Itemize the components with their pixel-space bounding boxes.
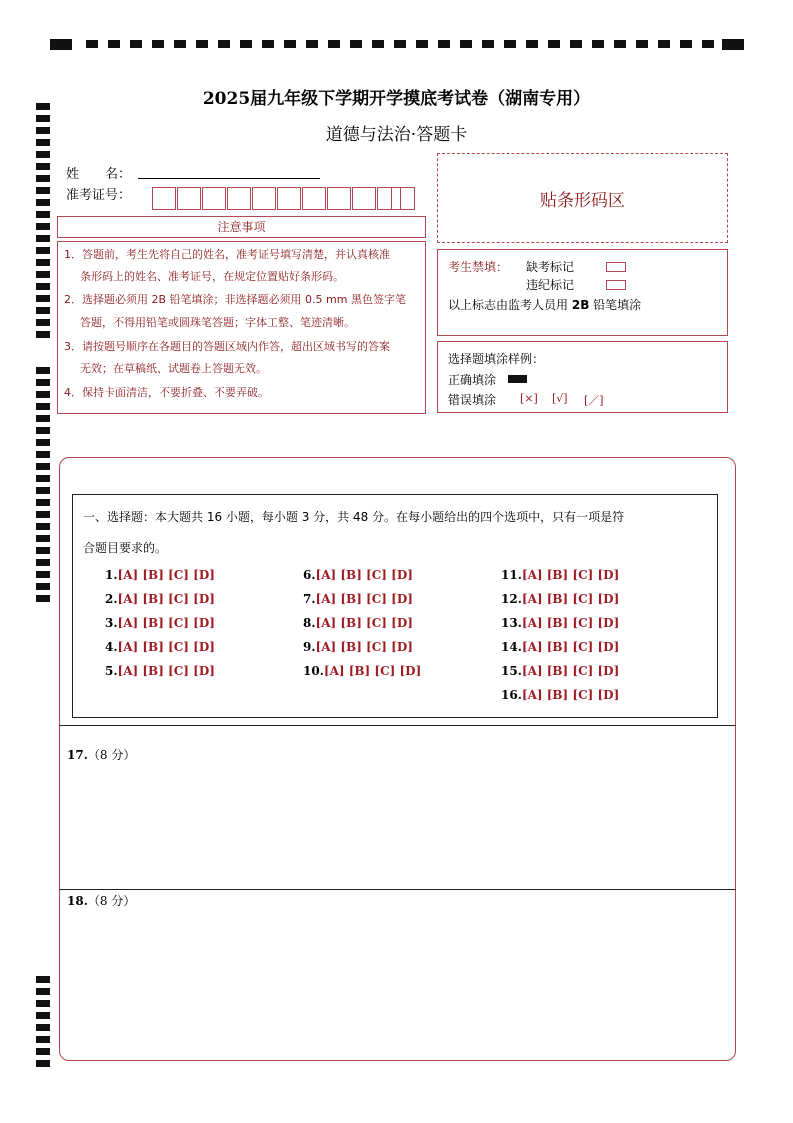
notice-heading: 注意事项 <box>217 220 266 234</box>
question-12[interactable]: 12.[A] [B] [C] [D] <box>501 592 620 606</box>
exam-title: 2025届九年级下学期开学摸底考试卷（湖南专用） <box>202 89 591 109</box>
notice-item: 答题，不得用铅笔或圆珠笔答题；字体工整、笔迹清晰。 <box>80 316 355 329</box>
question-2[interactable]: 2.[A] [B] [C] [D] <box>105 592 215 606</box>
absent-mark-box[interactable] <box>606 262 626 272</box>
violation-label: 违纪标记 <box>526 278 575 292</box>
forbidden-note-post: 铅笔填涂 <box>593 298 642 312</box>
forbidden-box <box>437 249 728 336</box>
correct-fill-mark <box>508 375 527 383</box>
question-7[interactable]: 7.[A] [B] [C] [D] <box>303 592 413 606</box>
question-14[interactable]: 14.[A] [B] [C] [D] <box>501 640 620 654</box>
choice-section <box>72 494 718 718</box>
question-8[interactable]: 8.[A] [B] [C] [D] <box>303 616 413 630</box>
question-15[interactable]: 15.[A] [B] [C] [D] <box>501 664 620 678</box>
violation-mark-box[interactable] <box>606 280 626 290</box>
notice-item: 条形码上的姓名、准考证号，在规定位置贴好条形码。 <box>80 270 344 283</box>
choice-instructions-2: 合题目要求的。 <box>83 541 168 555</box>
divider <box>59 725 736 726</box>
question-18-score: （8 分） <box>87 894 136 908</box>
fill-sample-box <box>437 341 728 413</box>
barcode-area-label: 贴条形码区 <box>540 191 625 211</box>
wrong-mark: [／] <box>584 394 604 407</box>
question-17-header <box>67 746 135 763</box>
barcode-area <box>437 153 728 243</box>
forbidden-note-pre: 以上标志由监考人员用 <box>448 298 569 312</box>
notice-item: 2．选择题必须用 2B 铅笔填涂；非选择题必须用 0.5 mm 黑色签字笔 <box>64 293 406 306</box>
question-13[interactable]: 13.[A] [B] [C] [D] <box>501 616 620 630</box>
wrong-fill-label: 错误填涂 <box>448 393 497 407</box>
forbidden-note-bold: 2B <box>571 298 590 312</box>
question-17-answer-area[interactable] <box>66 766 730 884</box>
question-17-number: 17. <box>67 748 88 762</box>
notice-box <box>57 241 426 414</box>
forbidden-label: 考生禁填： <box>448 260 509 274</box>
question-18-header <box>67 892 135 909</box>
question-10[interactable]: 10.[A] [B] [C] [D] <box>303 664 422 678</box>
choice-instructions-1: 一、选择题：本大题共 16 小题，每小题 3 分，共 48 分。在每小题给出的四个选项中，只有一项是符 <box>83 510 625 524</box>
question-1[interactable]: 1.[A] [B] [C] [D] <box>105 568 215 582</box>
notice-item: 4．保持卡面清洁，不要折叠、不要弄破。 <box>64 386 269 399</box>
notice-item: 3．请按题号顺序在各题目的答题区域内作答，超出区域书写的答案 <box>64 340 390 353</box>
question-4[interactable]: 4.[A] [B] [C] [D] <box>105 640 215 654</box>
question-18-answer-area[interactable] <box>66 912 730 1052</box>
question-3[interactable]: 3.[A] [B] [C] [D] <box>105 616 215 630</box>
forbidden-note <box>448 296 641 313</box>
absent-label: 缺考标记 <box>526 260 575 274</box>
divider <box>59 889 736 890</box>
question-11[interactable]: 11.[A] [B] [C] [D] <box>501 568 620 582</box>
exam-subtitle: 道德与法治·答题卡 <box>325 125 468 145</box>
question-9[interactable]: 9.[A] [B] [C] [D] <box>303 640 413 654</box>
notice-item: 无效；在草稿纸、试题卷上答题无效。 <box>80 362 267 375</box>
correct-fill-label: 正确填涂 <box>448 373 497 387</box>
question-5[interactable]: 5.[A] [B] [C] [D] <box>105 664 215 678</box>
name-label: 姓 名： <box>66 167 132 182</box>
fill-sample-label: 选择题填涂样例： <box>448 352 545 366</box>
wrong-mark: [√] <box>552 392 568 405</box>
exam-number-label: 准考证号： <box>66 188 132 203</box>
notice-header <box>57 216 426 238</box>
name-input-line[interactable] <box>138 178 320 179</box>
question-6[interactable]: 6.[A] [B] [C] [D] <box>303 568 413 582</box>
question-16[interactable]: 16.[A] [B] [C] [D] <box>501 688 620 702</box>
question-17-score: （8 分） <box>87 748 136 762</box>
notice-item: 1．答题前，考生先将自己的姓名，准考证号填写清楚，并认真核准 <box>64 248 390 261</box>
wrong-mark: [×] <box>520 392 538 405</box>
question-18-number: 18. <box>67 894 88 908</box>
